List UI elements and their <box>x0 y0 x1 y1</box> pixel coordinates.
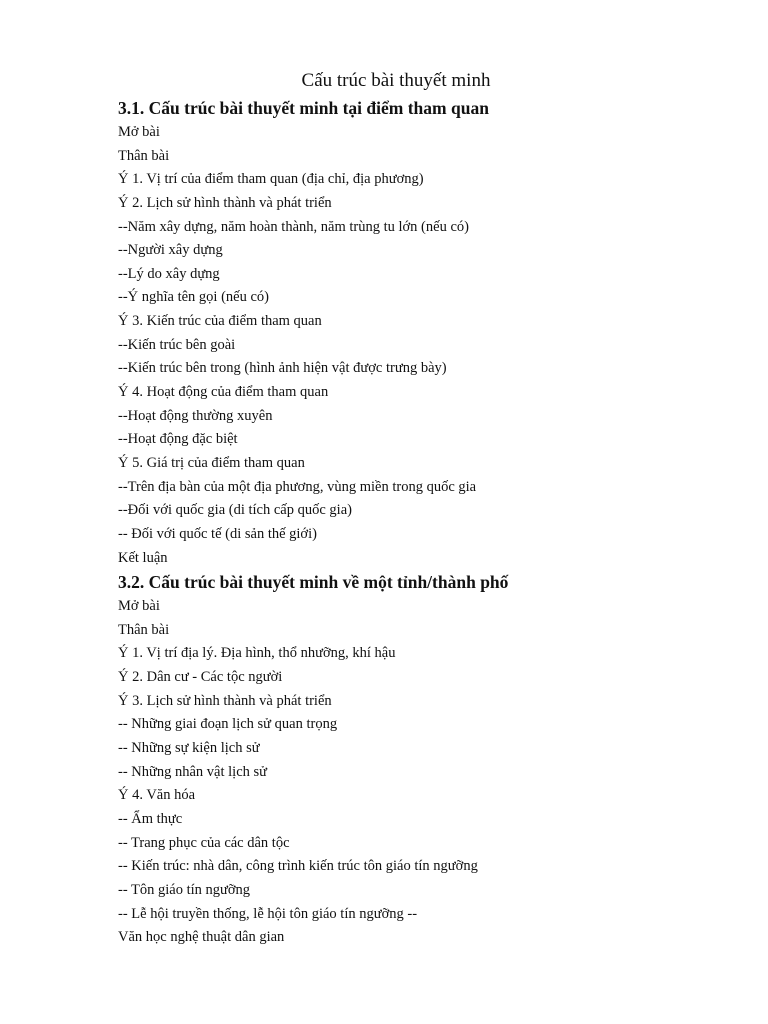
text-line: -- Những nhân vật lịch sử <box>118 763 268 780</box>
text-line: --Hoạt động đặc biệt <box>118 431 238 448</box>
text-line: -- Kiến trúc: nhà dân, công trình kiến trúc tôn giáo tín ngưỡng <box>118 858 478 875</box>
text-line: Mở bài <box>118 124 160 140</box>
text-line: --Đối với quốc gia (di tích cấp quốc gia) <box>118 502 352 519</box>
section-3-2-lines <box>118 595 718 950</box>
text-line: -- Lễ hội truyền thống, lễ hội tôn giáo tín ngưỡng -- <box>118 905 418 922</box>
text-line: --Kiến trúc bên trong (hình ảnh hiện vật được trưng bày) <box>118 360 447 377</box>
text-line: -- Những giai đoạn lịch sử quan trọng <box>118 716 338 733</box>
text-line: --Ý nghĩa tên gọi (nếu có) <box>118 289 269 306</box>
text-line: Ý 2. Dân cư - Các tộc người <box>118 669 283 686</box>
text-line: Ý 1. Vị trí địa lý. Địa hình, thổ nhưỡng, khí hậu <box>118 645 396 662</box>
text-line: -- Ẩm thực <box>118 810 183 827</box>
text-line: Ý 5. Giá trị của điểm tham quan <box>118 454 305 471</box>
text-line: Ý 4. Hoạt động của điểm tham quan <box>118 384 329 401</box>
text-line: -- Đối với quốc tế (di sản thế giới) <box>118 525 317 542</box>
section-3-1 <box>118 96 718 570</box>
text-line: Thân bài <box>118 621 170 638</box>
text-line: Ý 4. Văn hóa <box>118 787 196 804</box>
text-line: -- Tôn giáo tín ngưỡng <box>118 881 251 898</box>
text-line: Ý 3. Lịch sử hình thành và phát triển <box>118 692 332 709</box>
text-line: Văn học nghệ thuật dân gian <box>118 929 285 946</box>
text-line: Ý 1. Vị trí của điểm tham quan (địa chỉ, địa phương) <box>118 171 424 188</box>
text-line: --Lý do xây dựng <box>118 265 220 282</box>
section-3-1-lines <box>118 121 718 570</box>
document-title: Cấu trúc bài thuyết minh <box>301 70 491 91</box>
text-line: Mở bài <box>118 598 160 615</box>
text-line: --Hoạt động thường xuyên <box>118 407 273 424</box>
section-heading: 3.1. Cấu trúc bài thuyết minh tại điểm tham quan <box>118 98 489 118</box>
section-heading: 3.2. Cấu trúc bài thuyết minh về một tỉnh/thành phố <box>118 572 509 593</box>
document-page <box>118 66 718 950</box>
text-line: -- Trang phục của các dân tộc <box>118 834 290 851</box>
text-line: --Người xây dựng <box>118 242 223 259</box>
text-line: --Năm xây dựng, năm hoàn thành, năm trùng tu lớn (nếu có) <box>118 218 469 235</box>
text-line: Ý 3. Kiến trúc của điểm tham quan <box>118 313 322 330</box>
text-line: --Kiến trúc bên goài <box>118 336 236 353</box>
text-line: Ý 2. Lịch sử hình thành và phát triển <box>118 194 332 211</box>
section-3-2 <box>118 570 718 950</box>
text-line: Kết luận <box>118 549 168 566</box>
text-line: --Trên địa bàn của một địa phương, vùng miền trong quốc gia <box>118 478 477 495</box>
text-line: -- Những sự kiện lịch sử <box>118 740 260 757</box>
text-line: Thân bài <box>118 147 170 164</box>
